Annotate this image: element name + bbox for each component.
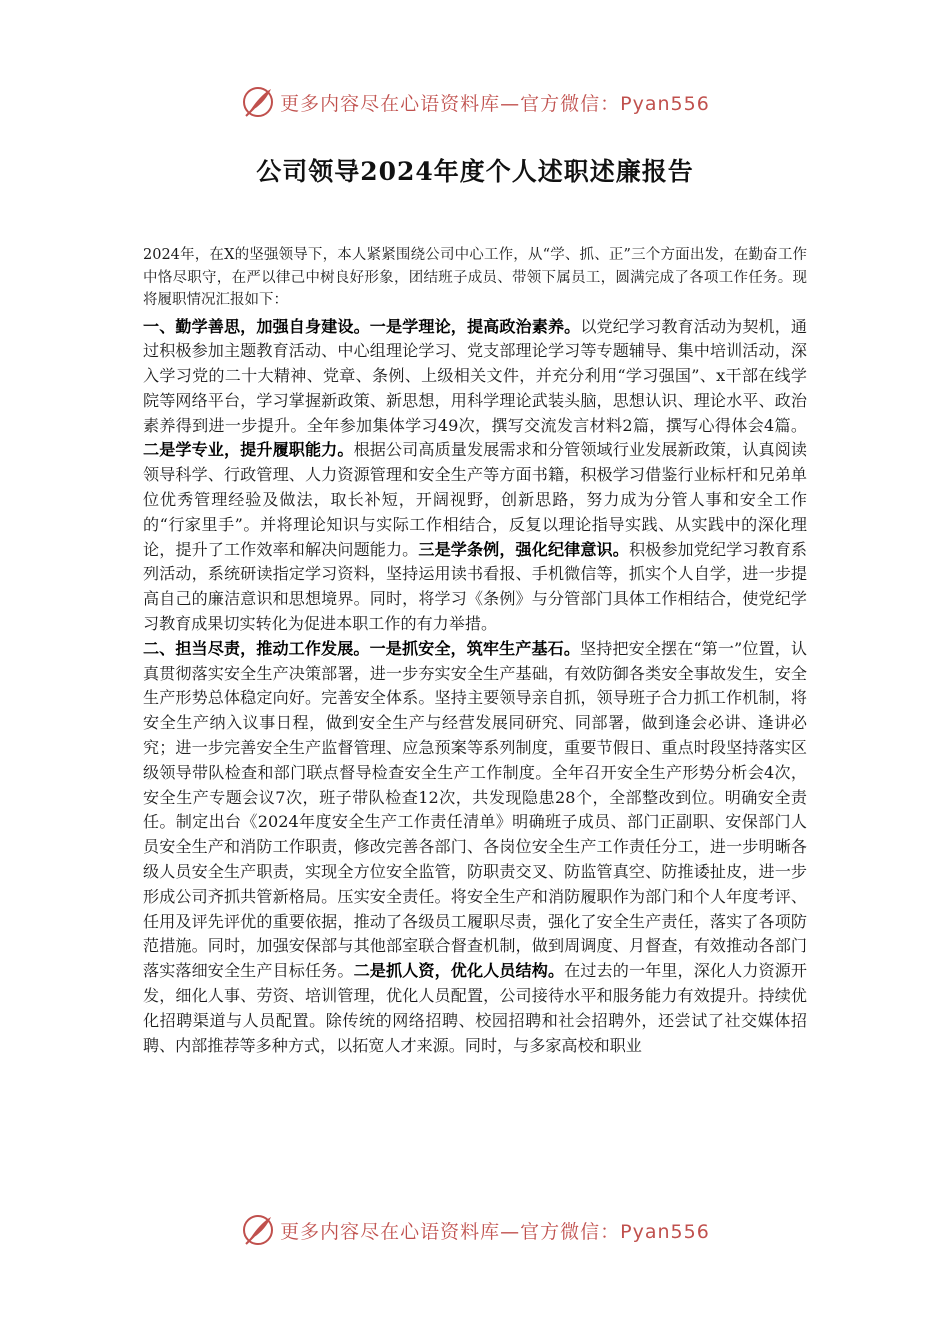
intro-paragraph: 2024年，在X的坚强领导下，本人紧紧围绕公司中心工作，从“学、抓、正”三个方面出发，在勤奋工作中恪尽职守，在严以律己中树良好形象，团结班子成员、带领下属员工，圆满完成了各项工作任务。现将履职情况汇报如下： <box>143 247 807 308</box>
section-1-point-3-text: 积极参加党纪学习教育系列活动，系统研读指定学习资料，坚持运用读书看报、手机微信等，抓实个人自学，进一步提高自己的廉洁意识和思想境界。同时，将学习《条例》与分管部门具体工作相结合，使党纪学习教育成果切实转化为促进本职工作的有力举措。 <box>143 539 808 634</box>
quill-logo-icon <box>240 84 276 120</box>
section-1-point-1-text: 以党纪学习教育活动为契机，通过积极参加主题教育活动、中心组理论学习、党支部理论学习等专题辅导、集中培训活动，深入学习党的二十大精神、党章、条例、上级相关文件，并充分利用“学习强国”、x干部在线学院等网络平台，学习掌握新政策、新思想，用科学理论武装头脑，思想认识、理论水平、政治素养得到进一步提升。全年参加集体学习49次，撰写交流发言材料2篇，撰写心得体会4篇。 <box>143 316 808 435</box>
section-2-point-2-heading: 二是抓人资，优化人员结构。 <box>353 961 565 981</box>
section-1-heading: 一、勤学善思，加强自身建设。 <box>143 316 370 336</box>
top-watermark-banner <box>0 82 950 122</box>
section-2-point-1-text: 坚持把安全摆在“第一”位置，认真贯彻落实安全生产决策部署，进一步夯实安全生产基础，有效防御各类安全事故发生，安全生产形势总体稳定向好。完善安全体系。坚持主要领导亲自抓，领导班子合力抓工作机制，将安全生产纳入议事日程，做到安全生产与经营发展同研究、同部署，做到逢会必讲、逢讲必究；进一步完善安全生产监督管理、应急预案等系列制度，重要节假日、重点时段坚持落实区级领导带队检查和部门联点督导检查安全生产工作制度。全年召开安全生产形势分析会4次，安全生产专题会议7次，班子带队检查12次，共发现隐患28个，全部整改到位。明确安全责任。制定出台《2024年度安全生产工作责任清单》明确班子成员、部门正副职、安保部门人员安全生产和消防工作职责，修改完善各部门、各岗位安全生产工作责任分工，进一步明晰各级人员安全生产职责，实现全方位安全监管，防职责交叉、防监管真空、防推诿扯皮，进一步形成公司齐抓共管新格局。压实安全责任。将安全生产和消防履职作为部门和个人年度考评、任用及评先评优的重要依据，推动了各级员工履职尽责，强化了安全生产责任，落实了各项防范措施。同时，加强安保部与其他部室联合督查机制，做到周调度、月督查，有效推动各部门落实落细安全生产目标任务。 <box>143 638 807 981</box>
section-1-paragraph <box>143 315 807 637</box>
section-2-point-1-heading: 一是抓安全，筑牢生产基石。 <box>369 638 581 658</box>
document-title: 公司领导2024年度个人述职述廉报告 <box>256 157 694 186</box>
section-2-heading: 二、担当尽责，推动工作发展。 <box>143 638 370 658</box>
document-body <box>143 244 807 1058</box>
bottom-watermark-banner <box>0 1210 950 1250</box>
section-1-point-2-text: 根据公司高质量发展需求和分管领域行业发展新政策，认真阅读领导科学、行政管理、人力资源管理和安全生产等方面书籍，积极学习借鉴行业标杆和兄弟单位优秀管理经验及做法，取长补短，开阔视野，创新思路，努力成为分管人事和安全工作的“行家里手”。并将理论知识与实际工作相结合，反复以理论指导实践、从实践中的深化理论，提升了工作效率和解决问题能力。 <box>143 440 808 559</box>
section-1-point-2-heading: 二是学专业，提升履职能力。 <box>143 440 354 460</box>
watermark-text: 更多内容尽在心语资料库—官方微信：Pyan556 <box>280 1220 710 1243</box>
watermark-text: 更多内容尽在心语资料库—官方微信：Pyan556 <box>280 92 710 115</box>
section-1-point-1-heading: 一是学理论，提高政治素养。 <box>369 316 581 336</box>
section-1-point-3-heading: 三是学条例，强化纪律意识。 <box>418 539 629 559</box>
quill-logo-icon <box>240 1212 276 1248</box>
section-2-point-2-text: 在过去的一年里，深化人力资源开发，细化人事、劳资、培训管理，优化人员配置，公司接待水平和服务能力有效提升。持续优化招聘渠道与人员配置。除传统的网络招聘、校园招聘和社会招聘外，还尝试了社交媒体招聘、内部推荐等多种方式，以拓宽人才来源。同时，与多家高校和职业 <box>143 961 808 1055</box>
section-2-paragraph <box>143 637 807 1059</box>
